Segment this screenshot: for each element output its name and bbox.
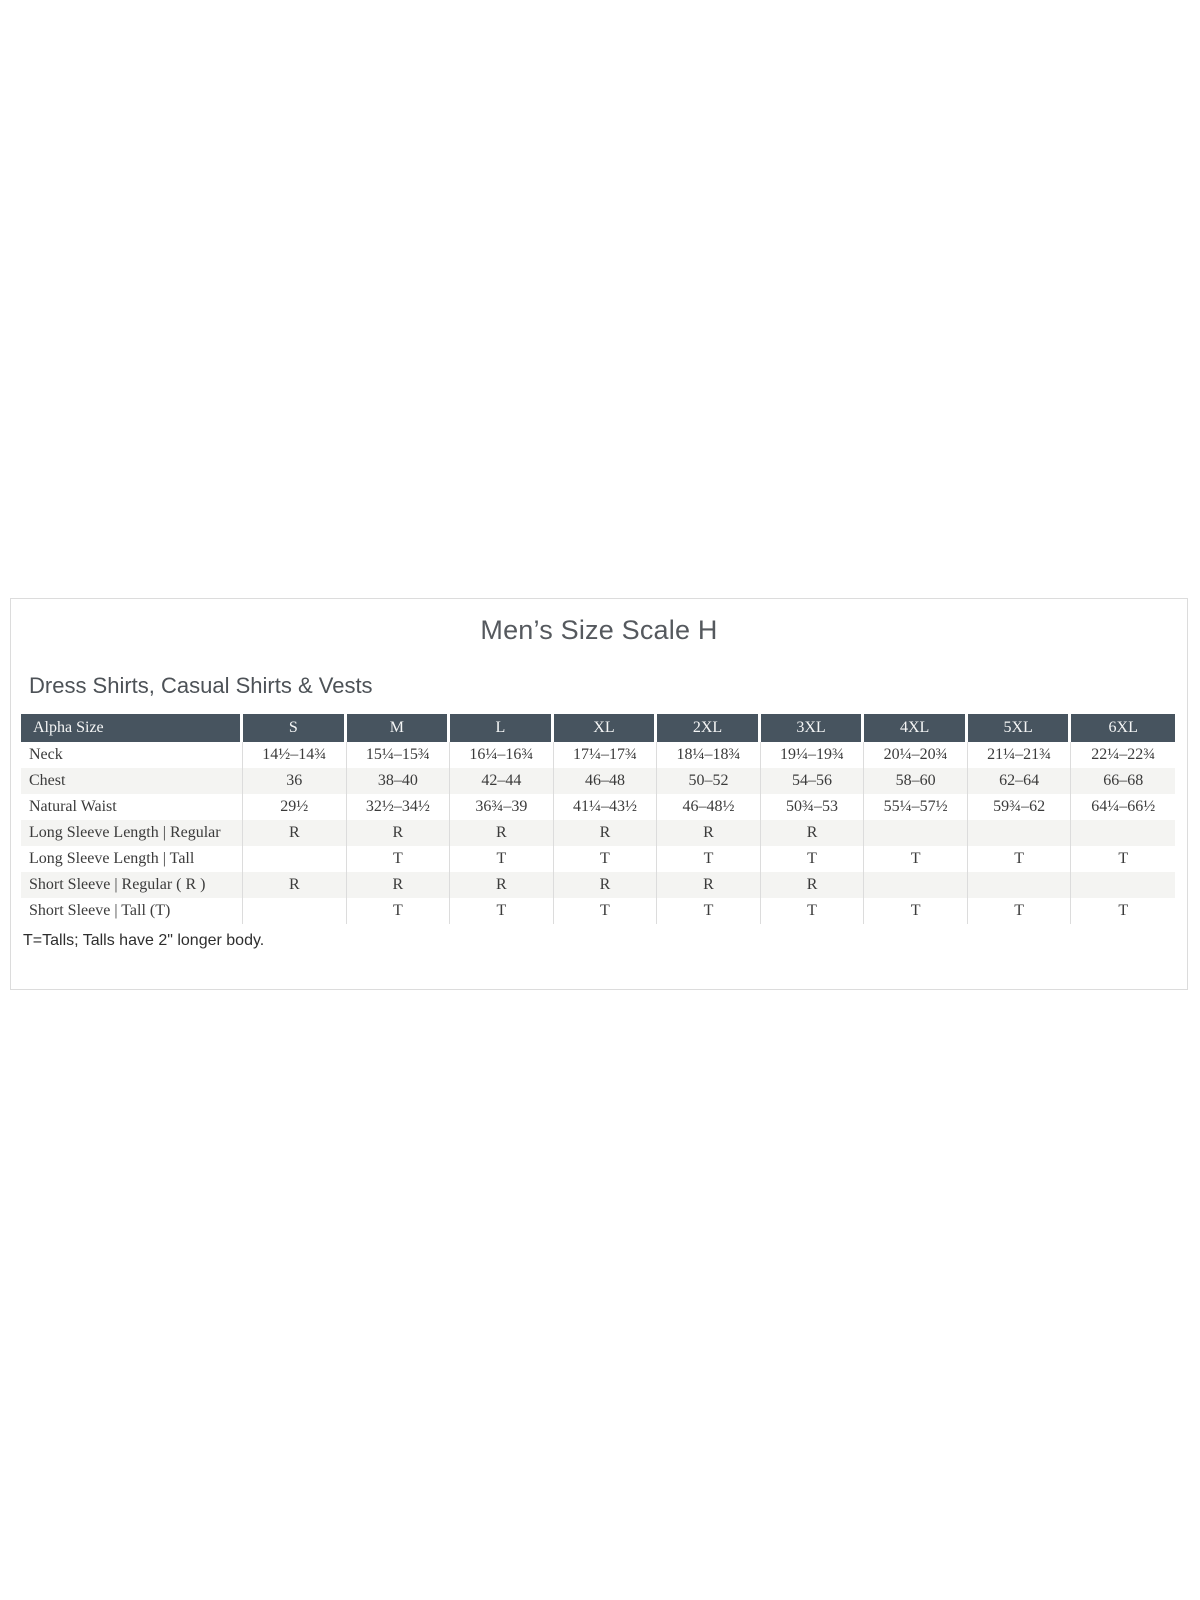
column-header-alpha-size: Alpha Size (21, 714, 243, 742)
table-cell: 41¼–43½ (554, 794, 658, 820)
table-cell (1071, 820, 1175, 846)
row-label: Short Sleeve | Regular ( R ) (21, 872, 243, 898)
table-cell: 64¼–66½ (1091, 798, 1156, 815)
table-row (21, 872, 1175, 898)
table-cell: T (657, 846, 761, 872)
row-label: Long Sleeve Length | Regular (21, 820, 243, 846)
table-cell (864, 820, 968, 846)
table-cell (243, 898, 347, 924)
table-cell: R (761, 872, 865, 898)
table-cell: 55¼–57½ (864, 794, 968, 820)
column-header-4xl: 4XL (864, 714, 968, 742)
table-cell: R (554, 820, 658, 846)
table-cell: 50–52 (657, 768, 761, 794)
table-row (21, 768, 1175, 794)
section-title: Dress Shirts, Casual Shirts & Vests (29, 673, 373, 698)
table-cell: 36¾–39 (450, 794, 554, 820)
size-chart-panel (10, 598, 1188, 990)
table-cell: 36 (243, 768, 347, 794)
table-cell: 38–40 (347, 768, 451, 794)
table-cell: T (450, 898, 554, 924)
table-row (21, 898, 1175, 924)
table-cell: T (347, 898, 451, 924)
table-cell: R (347, 820, 451, 846)
table-cell: 16¼–16¾ (450, 742, 554, 768)
row-label: Neck (21, 742, 243, 768)
table-cell: 54–56 (761, 768, 865, 794)
table-cell: 62–64 (968, 768, 1072, 794)
table-cell: T (1118, 902, 1129, 919)
table-cell: 50¾–53 (761, 794, 865, 820)
column-header-m: M (347, 714, 451, 742)
table-cell: 32½–34½ (347, 794, 451, 820)
table-cell: T (968, 846, 1072, 872)
table-cell (968, 820, 1072, 846)
table-cell: 18¼–18¾ (657, 742, 761, 768)
table-cell: R (243, 820, 347, 846)
column-header-l: L (450, 714, 554, 742)
table-cell: 59¾–62 (968, 794, 1072, 820)
table-cell: 19¼–19¾ (761, 742, 865, 768)
table-cell: T (554, 898, 658, 924)
table-cell (1071, 872, 1175, 898)
table-cell: 20¼–20¾ (864, 742, 968, 768)
table-cell: R (657, 872, 761, 898)
table-cell: 17¼–17¾ (554, 742, 658, 768)
row-label: Chest (21, 768, 243, 794)
table-cell: T (554, 846, 658, 872)
table-cell: R (243, 872, 347, 898)
table-row (21, 846, 1175, 872)
row-label: Natural Waist (21, 794, 243, 820)
table-cell: R (657, 820, 761, 846)
table-cell (968, 872, 1072, 898)
table-row (21, 820, 1175, 846)
table-cell: 46–48½ (657, 794, 761, 820)
table-cell: T (968, 898, 1072, 924)
table-cell: 42–44 (450, 768, 554, 794)
footnote: T=Talls; Talls have 2" longer body. (23, 932, 265, 949)
table-cell: T (864, 898, 968, 924)
table-cell: 15¼–15¾ (347, 742, 451, 768)
table-cell: 29½ (243, 794, 347, 820)
table-cell: 66–68 (1103, 772, 1144, 789)
table-cell: T (347, 846, 451, 872)
column-header-s: S (243, 714, 347, 742)
column-header-5xl: 5XL (968, 714, 1072, 742)
page-title: Men’s Size Scale H (480, 615, 718, 645)
table-cell: T (657, 898, 761, 924)
table-cell: R (554, 872, 658, 898)
table-cell (243, 846, 347, 872)
table-cell: 58–60 (864, 768, 968, 794)
table-cell: T (761, 898, 865, 924)
table-header-row (21, 714, 1175, 742)
table-cell: R (450, 872, 554, 898)
table-cell: T (761, 846, 865, 872)
table-cell: 14½–14¾ (243, 742, 347, 768)
column-header-3xl: 3XL (761, 714, 865, 742)
table-cell (864, 872, 968, 898)
row-label: Short Sleeve | Tall (T) (21, 898, 243, 924)
table-cell: T (1118, 850, 1129, 867)
table-cell: R (347, 872, 451, 898)
table-cell: 46–48 (554, 768, 658, 794)
table-cell: T (450, 846, 554, 872)
table-cell: T (864, 846, 968, 872)
row-label: Long Sleeve Length | Tall (21, 846, 243, 872)
table-cell: R (761, 820, 865, 846)
column-header-xl: XL (554, 714, 658, 742)
table-cell: 22¼–22¾ (1091, 746, 1156, 763)
size-table (21, 714, 1175, 924)
table-row (21, 794, 1175, 820)
column-header-2xl: 2XL (657, 714, 761, 742)
table-cell: R (450, 820, 554, 846)
column-header-6xl: 6XL (1071, 714, 1175, 742)
table-row (21, 742, 1175, 768)
table-cell: 21¼–21¾ (968, 742, 1072, 768)
